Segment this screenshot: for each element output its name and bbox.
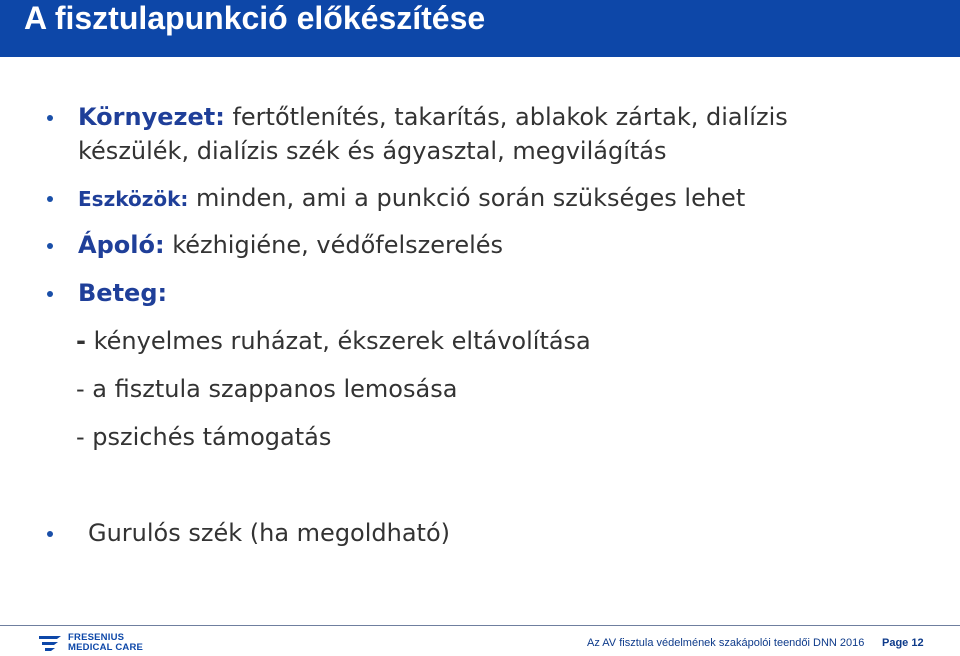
bullet-environment (78, 100, 788, 134)
bullet-dot (47, 196, 53, 202)
bullet-text: készülék, dialízis szék és ágyasztal, megvilágítás (78, 137, 667, 165)
item-text: pszichés támogatás (84, 423, 332, 451)
logo-text-line2: MEDICAL CARE (68, 642, 144, 653)
item-text: kényelmes ruházat, ékszerek eltávolítása (85, 327, 591, 355)
logo-text-line1: FRESENIUS (68, 632, 125, 643)
bullet-text: kézhigiéne, védőfelszerelés (164, 231, 504, 259)
item-dash: - (76, 423, 85, 451)
patient-item (76, 324, 591, 358)
bullet-text: Gurulós szék (ha megoldható) (88, 519, 451, 547)
company-logo (38, 632, 148, 654)
patient-item (76, 420, 331, 454)
item-dash: - (76, 375, 85, 403)
bullet-patient (78, 276, 167, 310)
page-number: Page 12 (882, 637, 924, 649)
item-text: a fisztula szappanos lemosása (84, 375, 458, 403)
bullet-label: Ápoló: (78, 231, 165, 259)
bullet-dot (47, 243, 53, 249)
item-dash: - (76, 327, 86, 355)
bullet-dot (47, 115, 53, 121)
slide-title: A fisztulapunkció előkészítése (24, 0, 486, 36)
bullet-label: Eszközök: (78, 187, 189, 211)
bullet-text: fertőtlenítés, takarítás, ablakok zártak, dialízis (224, 103, 788, 131)
footer-rule (0, 625, 960, 626)
bullet-tools (78, 181, 745, 216)
bullet-label: Környezet: (78, 103, 225, 131)
patient-item (76, 372, 457, 406)
bullet-text: minden, ami a punkció során szükséges lehet (188, 184, 746, 212)
bullet-label: Beteg: (78, 279, 168, 307)
bullet-environment-continuation (78, 134, 667, 168)
bullet-dot (47, 291, 53, 297)
fresenius-logo-icon (38, 634, 62, 652)
bullet-wheelchair (88, 516, 450, 550)
bullet-dot (47, 531, 53, 537)
footer-caption: Az AV fisztula védelmének szakápolói teendői DNN 2016 (587, 637, 865, 649)
bullet-nurse (78, 228, 503, 262)
